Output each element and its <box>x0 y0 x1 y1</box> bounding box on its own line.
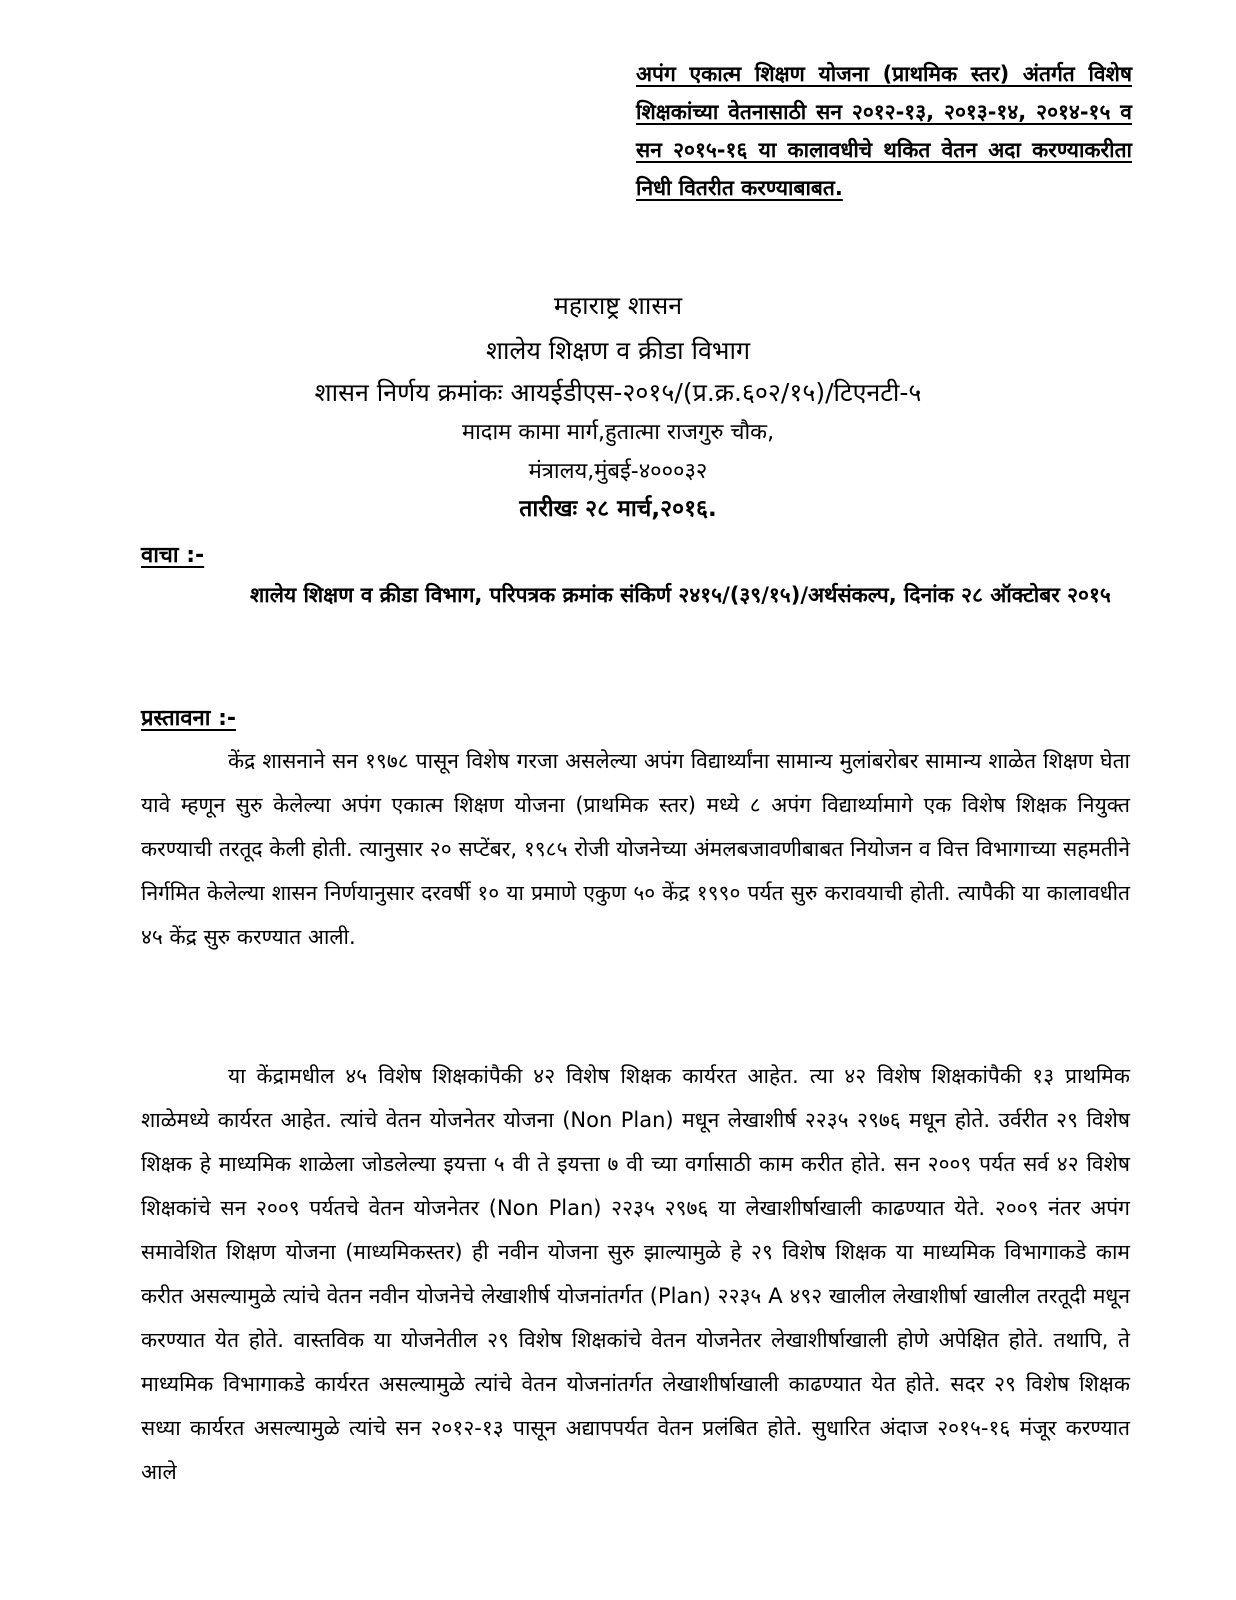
reference-text: शालेय शिक्षण व क्रीडा विभाग, परिपत्रक क्रमांक संकिर्ण २४१५/(३९/१५)/अर्थसंकल्प, दिनांक २८ ऑक्टोबर २०१५ <box>250 583 1111 607</box>
address-line-1: मादाम कामा मार्ग,हुतात्मा राजगुरु चौक, <box>461 420 775 445</box>
preamble-label: प्रस्तावना :- <box>141 706 237 731</box>
document-date: तारीखः २८ मार्च,२०१६. <box>519 496 717 522</box>
preamble-paragraph-2: या केंद्रामधील ४५ विशेष शिक्षकांपैकी ४२ विशेष शिक्षक कार्यरत आहेत. त्या ४२ विशेष शिक्षकांपैकी १३ प्राथमिक शाळेमध्ये कार्यरत आहेत. त्यांचे वेतन योजनेतर योजना (Non Plan) मधून लेखाशीर्ष २२३५ २९७६ मधून होते. उर्वरीत २९ विशेष शिक्षक हे माध्यमिक शाळेला जोडलेल्या इयत्ता ५ वी ते इयत्ता ७ वी च्या वर्गासाठी काम करीत होते. सन २००९ पर्यत सर्व ४२ विशेष शिक्षकांचे सन २००९ पर्यतचे वेतन योजनेतर (Non Plan) २२३५ २९७६ या लेखाशीर्षाखाली काढण्यात येते. २००९ नंतर अपंग समावेशित शिक्षण योजना (माध्यमिकस्तर) ही नवीन योजना सुरु झाल्यामुळे हे २९ विशेष शिक्षक या माध्यमिक विभागाकडे काम करीत असल्यामुळे त्यांचे वेतन नवीन योजनेचे लेखाशीर्ष योजनांतर्गत (Plan) २२३५ A ४९२ खालील लेखाशीर्षा खालील तरतूदी मधून करण्यात येत होते. वास्तविक या योजनेतील २९ विशेष शिक्षकांचे वेतन योजनेतर लेखाशीर्षाखाली होणे अपेक्षित होते. तथापि, ते माध्यमिक विभागाकडे कार्यरत असल्यामुळे त्यांचे वेतन योजनांतर्गत लेखाशीर्षाखाली काढण्यात येत होते. सदर २९ विशेष शिक्षक सध्या कार्यरत असल्यामुळे त्यांचे सन २०१२-१३ पासून अद्यापपर्यत वेतन प्रलंबित होते. सुधारित अंदाज २०१५-१६ मंजूर करण्यात आले <box>141 1064 1130 1484</box>
subject-heading: अपंग एकात्म शिक्षण योजना (प्राथमिक स्तर) अंतर्गत विशेष शिक्षकांच्या वेतनासाठी सन २०१२-१३, २०१३-१४, २०१४-१५ व सन २०१५-१६ या कालावधीचे थकित वेतन अदा करण्याकरीता निधी वितरीत करण्याबाबत. <box>636 62 1132 200</box>
preamble-paragraph-1: केंद्र शासनाने सन १९७८ पासून विशेष गरजा असलेल्या अपंग विद्यार्थ्यांना सामान्य मुलांबरोबर सामान्य शाळेत शिक्षण घेता यावे म्हणून सुरु केलेल्या अपंग एकात्म शिक्षण योजना (प्राथमिक स्तर) मध्ये ८ अपंग विद्यार्थ्यामागे एक विशेष शिक्षक नियुक्त करण्याची तरतूद केली होती. त्यानुसार २० सप्टेंबर, १९८५ रोजी योजनेच्या अंमलबजावणीबाबत नियोजन व वित्त विभागाच्या सहमतीने निर्गमित केलेल्या शासन निर्णयानुसार दरवर्षी १० या प्रमाणे एकुण ५० केंद्र १९९० पर्यत सुरु करावयाची होती. त्यापैकी या कालावधीत ४५ केंद्र सुरु करण्यात आली. <box>141 749 1130 949</box>
reference-label: वाचा :- <box>141 543 205 568</box>
government-name: महाराष्ट्र शासन <box>553 291 683 320</box>
department-name: शालेय शिक्षण व क्रीडा विभाग <box>485 336 751 365</box>
address-line-2: मंत्रालय,मुंबई-४०००३२ <box>528 459 708 484</box>
gr-number: शासन निर्णय क्रमांकः आयईडीएस-२०१५/(प्र.क्र.६०२/१५)/टिएनटी-५ <box>314 378 922 407</box>
